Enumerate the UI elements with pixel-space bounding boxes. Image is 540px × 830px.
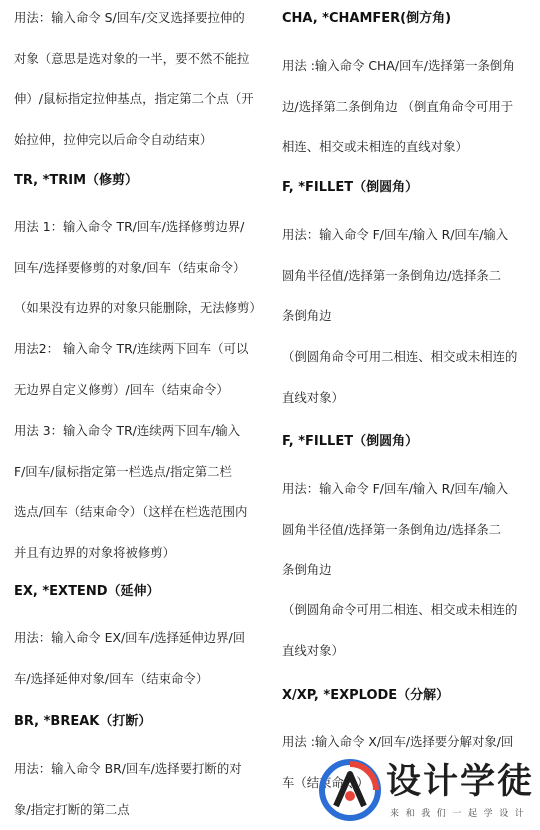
brand-logo	[316, 754, 534, 826]
fillet-note-1: （倒圆角命令可用二相连、相交或未相连的 直线对象）	[282, 349, 518, 405]
fillet-note-2: （倒圆角命令可用二相连、相交或未相连的 直线对象）	[282, 602, 518, 658]
break-usage: 用法：输入命令 BR/回车/选择要打断的对 象/指定打断的第二点	[14, 761, 242, 817]
explode-usage: 用法 :输入命令 X/回车/选择要分解对象/回 车（结束命令）	[282, 734, 514, 790]
break-heading: BR, *BREAK（打断）	[14, 714, 152, 729]
trim-usage-1: 用法 1：输入命令 TR/回车/选择修剪边界/ 回车/选择要修剪的对象/回车（结束命令） （如果没有边界的对象只能删除，无法修剪）	[14, 219, 262, 315]
explode-heading: X/XP, *EXPLODE（分解）	[282, 688, 450, 703]
fillet-heading-1: F, *FILLET（倒圆角）	[282, 180, 419, 195]
stretch-usage-paragraph: 用法：输入命令 S/回车/交叉选择要拉伸的 对象（意思是选对象的一半，要不然不能拉 伸）/鼠标指定拉伸基点，指定第二个点（开 始拉伸，拉伸完以后命令自动结束）	[14, 10, 254, 147]
chamfer-heading: CHA, *CHAMFER(倒方角)	[282, 11, 452, 26]
extend-usage: 用法：输入命令 EX/回车/选择延伸边界/回 车/选择延伸对象/回车（结束命令）	[14, 630, 246, 686]
fillet-heading-2: F, *FILLET（倒圆角）	[282, 434, 419, 449]
brand-logo-icon	[318, 758, 382, 822]
trim-usage-3: 用法 3：输入命令 TR/连续两下回车/输入 F/回车/鼠标指定第一栏选点/指定第二栏 选点/回车（结束命令）（这样在栏选范围内 并且有边界的对象将被修剪）	[14, 423, 248, 560]
brand-logo-title: 设计学徒	[386, 762, 535, 802]
fillet-usage-1: 用法：输入命令 F/回车/输入 R/回车/输入 圆角半径值/选择第一条倒角边/选择条二 条倒角边	[282, 227, 509, 323]
brand-logo-slogan: 来和我们一起学设计	[390, 809, 531, 819]
trim-heading: TR, *TRIM（修剪）	[14, 173, 139, 188]
fillet-usage-2: 用法：输入命令 F/回车/输入 R/回车/输入 圆角半径值/选择第一条倒角边/选择条二 条倒角边	[282, 481, 509, 577]
trim-usage-2: 用法2： 输入命令 TR/连续两下回车（可以 无边界自定义修剪）/回车（结束命令）	[14, 341, 249, 397]
extend-heading: EX, *EXTEND（延伸）	[14, 584, 160, 599]
chamfer-usage: 用法 :输入命令 CHA/回车/选择第一条倒角 边/选择第二条倒角边 （倒直角命令可用于 相连、相交或未相连的直线对象）	[282, 58, 515, 154]
